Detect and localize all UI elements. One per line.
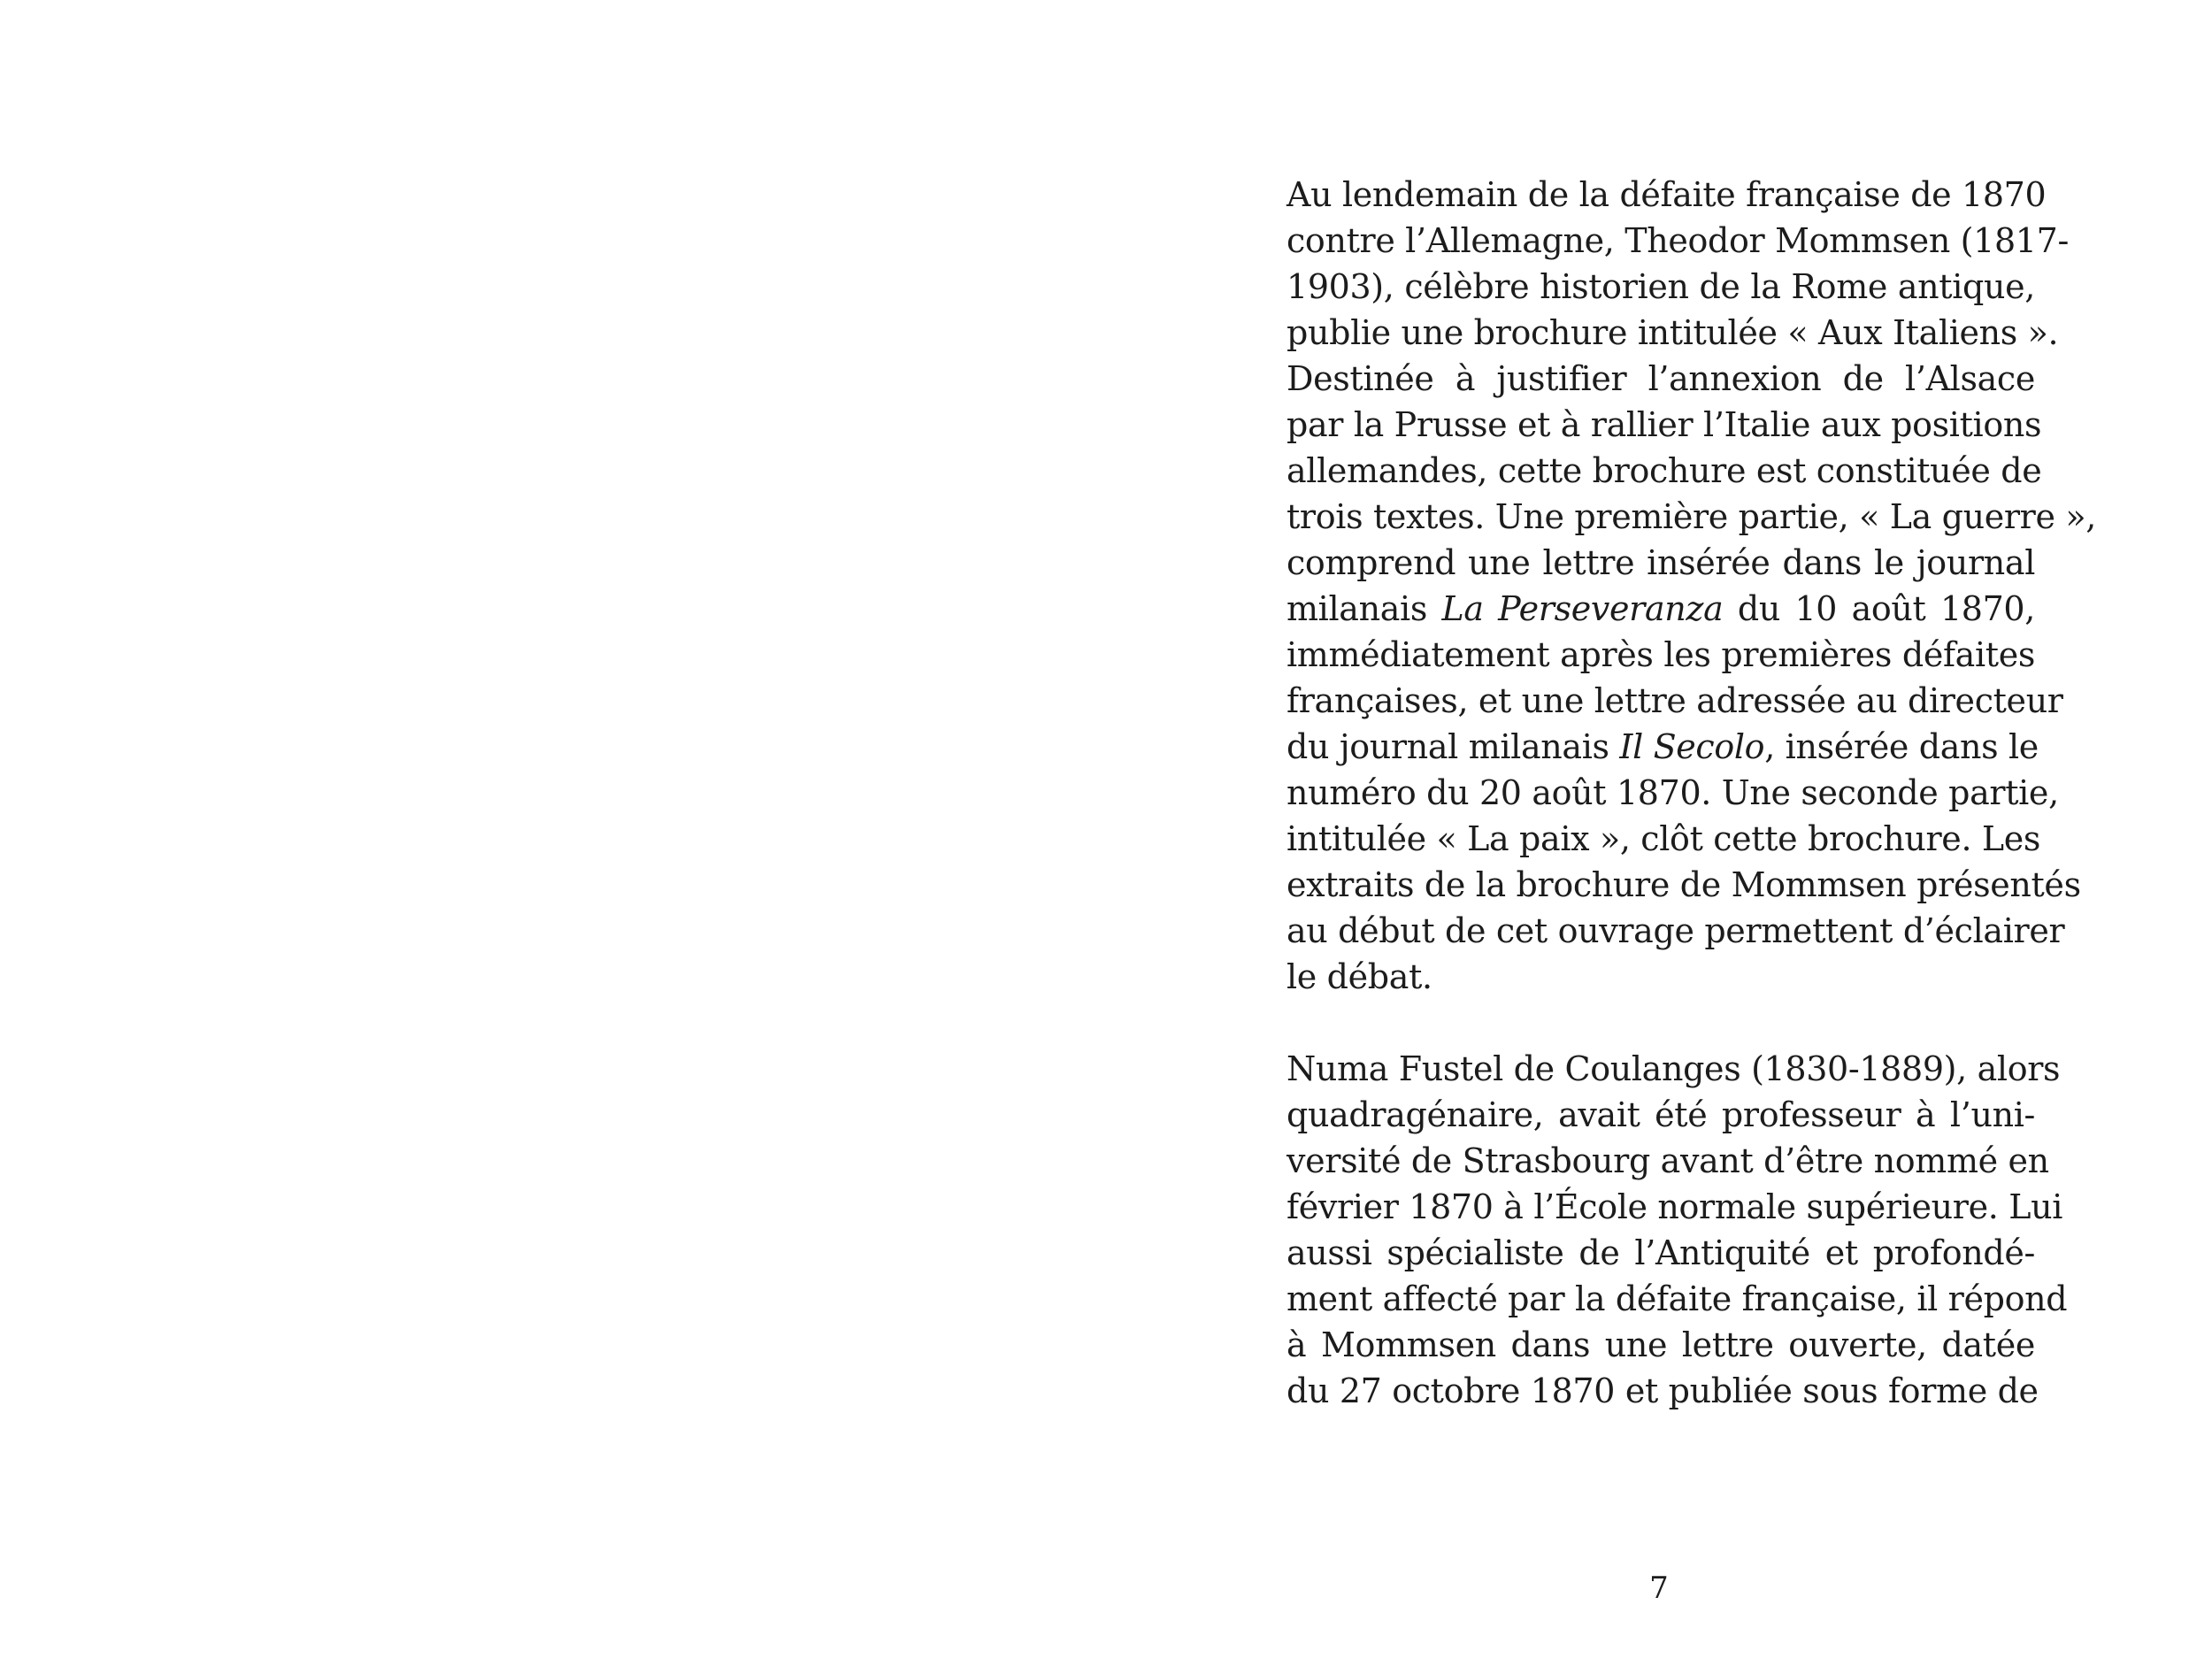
body-text	[1286, 172, 2096, 1414]
text-segment: du journal milanais	[1286, 727, 1620, 766]
text-line: aussi spécialiste de l’Antiquité et profondé-	[1286, 1233, 2035, 1272]
text-line: par la Prusse et à rallier l’Italie aux positions	[1286, 405, 2042, 444]
text-line: contre l’Allemagne, Theodor Mommsen (1817-	[1286, 221, 2069, 260]
page-number: 7	[1649, 1571, 1669, 1606]
text-line: numéro du 20 août 1870. Une seconde partie,	[1286, 773, 2059, 812]
text-line: intitulée « La paix », clôt cette brochure. Les	[1286, 819, 2041, 858]
text-segment: du 10 août 1870,	[1723, 589, 2035, 628]
text-line: extraits de la brochure de Mommsen présentés	[1286, 865, 2081, 904]
text-line: février 1870 à l’École normale supérieure. Lui	[1286, 1187, 2063, 1226]
text-line: Au lendemain de la défaite française de 1870	[1286, 175, 2047, 214]
text-line: trois textes. Une première partie, « La guerre »,	[1286, 497, 2096, 536]
text-line: du 27 octobre 1870 et publiée sous forme de	[1286, 1371, 2039, 1410]
text-line: ment affecté par la défaite française, il répond	[1286, 1279, 2068, 1318]
text-line: versité de Strasbourg avant d’être nommé en	[1286, 1141, 2049, 1180]
text-line: quadragénaire, avait été professeur à l’uni-	[1286, 1095, 2035, 1134]
text-line: immédiatement après les premières défaites	[1286, 635, 2035, 674]
paragraph-gap	[1286, 1000, 2035, 1046]
newspaper-title-italic: Il Secolo	[1619, 727, 1765, 766]
text-line: allemandes, cette brochure est constituée de	[1286, 451, 2042, 490]
newspaper-title-italic: La Perseveranza	[1441, 589, 1724, 628]
text-line: au début de cet ouvrage permettent d’éclairer	[1286, 911, 2065, 950]
text-line: françaises, et une lettre adressée au directeur	[1286, 681, 2063, 720]
text-line: à Mommsen dans une lettre ouverte, datée	[1286, 1325, 2035, 1364]
text-line: le débat.	[1286, 957, 1432, 996]
text-line: 1903), célèbre historien de la Rome antique,	[1286, 267, 2035, 306]
text-line	[1286, 586, 2035, 632]
text-line: Numa Fustel de Coulanges (1830-1889), alors	[1286, 1049, 2061, 1088]
text-segment: , insérée dans le	[1764, 727, 2039, 766]
text-line: publie une brochure intitulée « Aux Italiens ».	[1286, 313, 2059, 352]
text-segment: milanais	[1286, 589, 1442, 628]
text-line: Destinée à justifier l’annexion de l’Alsace	[1286, 359, 2035, 398]
text-line	[1286, 724, 2039, 770]
text-line: comprend une lettre insérée dans le journal	[1286, 543, 2035, 582]
